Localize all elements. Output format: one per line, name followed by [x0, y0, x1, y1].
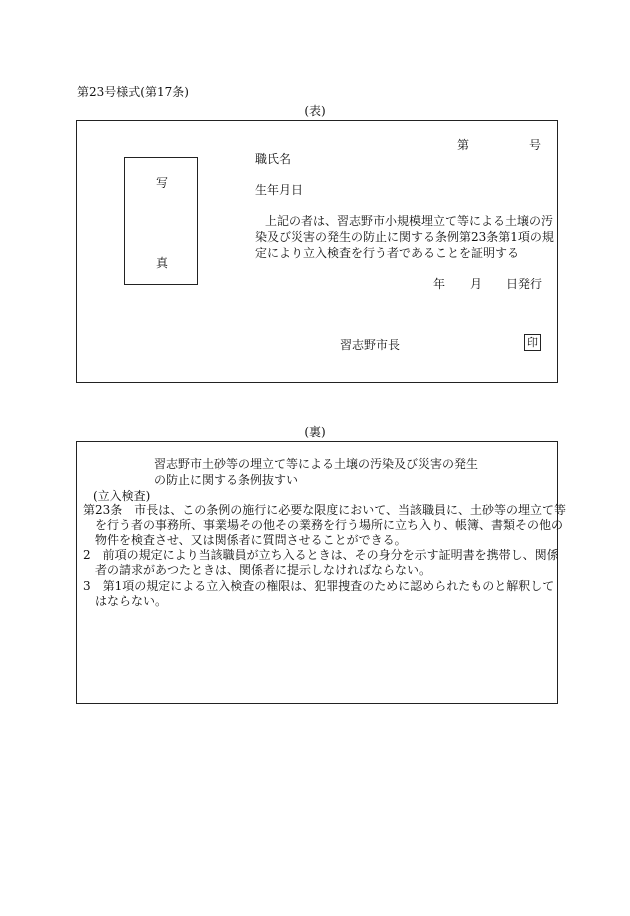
clause-line-2: を行う者の事務所、事業場その他その業務を行う場所に立ち入り、帳簿、書類その他の [95, 518, 564, 532]
issue-date-month: 月 [470, 277, 483, 291]
back-side-label: (裏) [304, 425, 326, 439]
birthdate-field-label: 生年月日 [255, 183, 304, 197]
certificate-number-go: 号 [529, 138, 542, 152]
seal-mark: 印 [524, 334, 541, 351]
certificate-number-dai: 第 [457, 138, 470, 152]
clause-line-1: 第23条 市長は、この条例の施行に必要な限度において、当該職員に、土砂等の埋立て等 [83, 503, 567, 517]
ordinance-heading-line-2: の防止に関する条例抜すい [154, 473, 299, 487]
photo-label-1: 写 [156, 176, 169, 190]
form-number: 第23号様式(第17条) [77, 85, 189, 99]
clause-line-4: 2 前項の規定により当該職員が立ち入るときは、その身分を示す証明書を携帯し、関係 [83, 548, 559, 562]
clause-line-6: 3 第1項の規定による立入検査の権限は、犯罪捜査のために認められたものと解釈して [83, 579, 555, 593]
photo-box [124, 157, 198, 285]
certification-text-line-1: 上記の者は、習志野市小規模埋立て等による土壌の汚 [265, 214, 554, 228]
clause-line-7: はならない。 [95, 594, 168, 608]
clause-line-3: 物件を検査させ、又は関係者に質問させることができる。 [95, 533, 407, 547]
certification-text-line-2: 染及び災害の発生の防止に関する条例第23条第1項の規 [255, 230, 554, 244]
issuer-title: 習志野市長 [340, 338, 401, 352]
photo-label-2: 真 [156, 256, 169, 270]
name-field-label: 職氏名 [255, 152, 292, 166]
certification-text-line-3: 定により立入検査を行う者であることを証明する [255, 246, 520, 260]
issue-date-year: 年 [433, 277, 446, 291]
clause-line-5: 者の請求があつたときは、関係者に提示しなければならない。 [95, 563, 432, 577]
article-caption: (立入検査) [93, 489, 151, 503]
issue-date-day: 日発行 [506, 277, 543, 291]
ordinance-heading-line-1: 習志野市土砂等の埋立て等による土壌の汚染及び災害の発生 [154, 457, 479, 471]
front-side-label: (表) [304, 104, 326, 118]
